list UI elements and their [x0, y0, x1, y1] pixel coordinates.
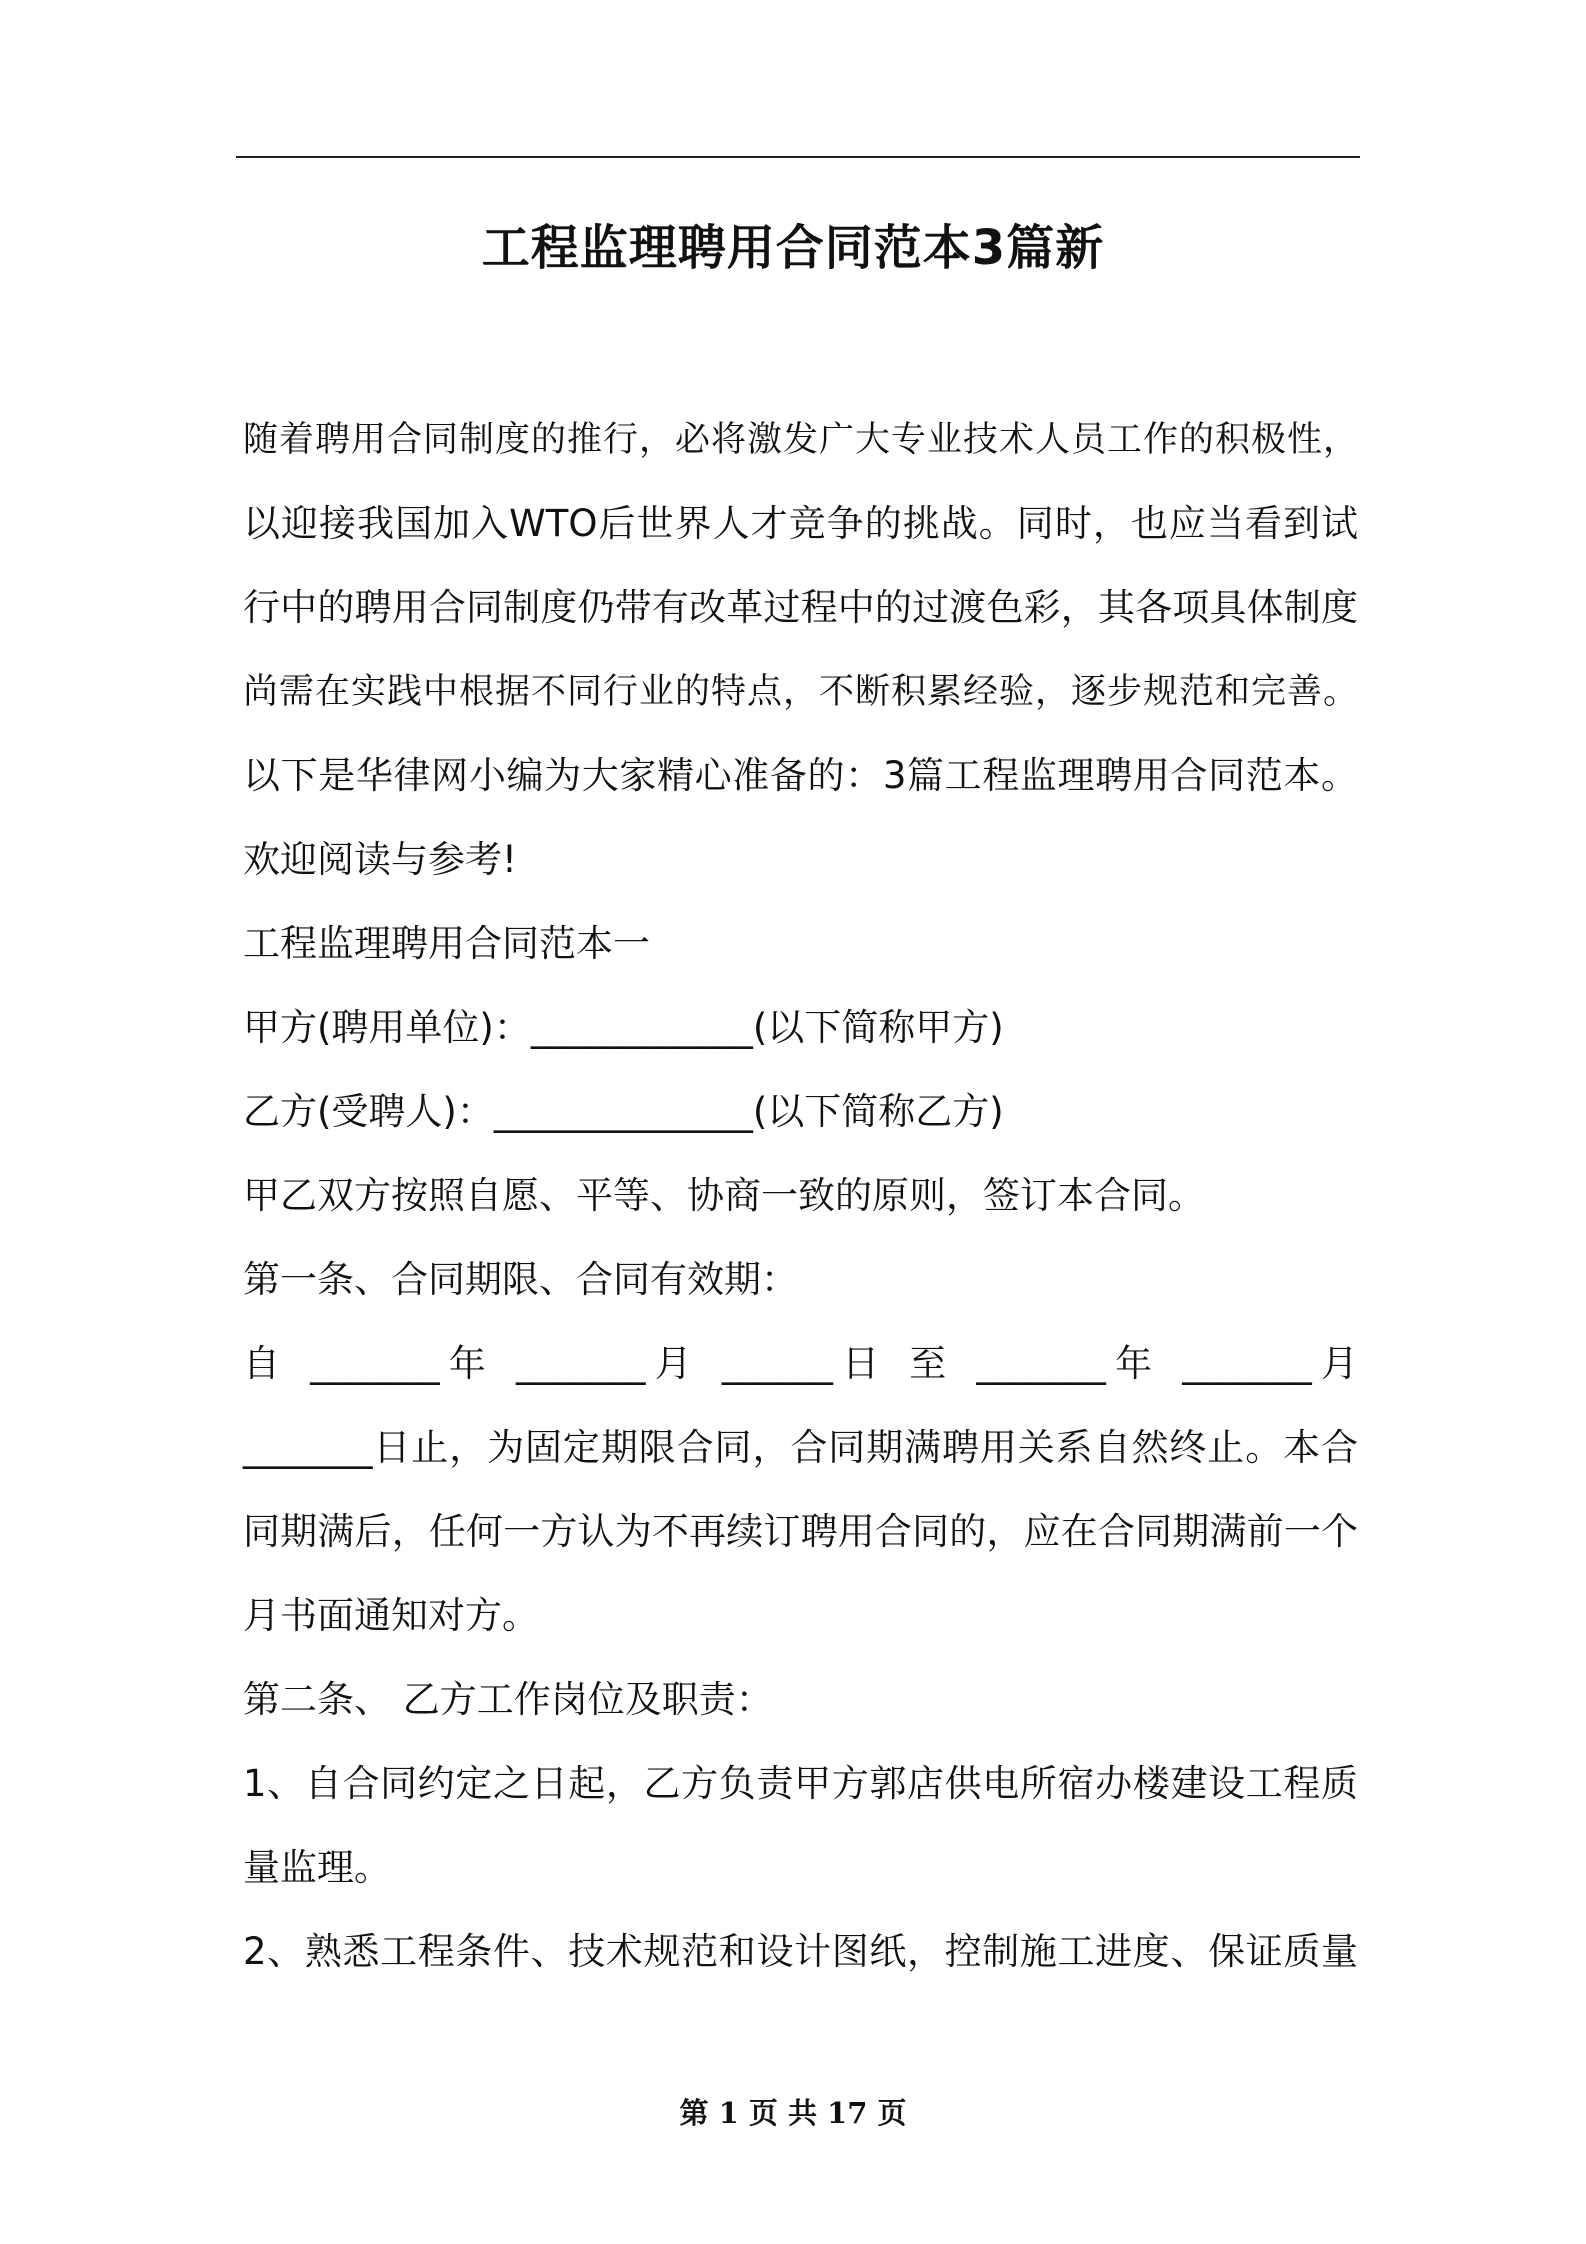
paragraph-line: 欢迎阅读与参考! — [243, 838, 517, 881]
page-number: 第 1 页 共 17 页 — [679, 2096, 907, 2130]
paragraph-line: 行中的聘用合同制度仍带有改革过程中的过渡色彩，其各项具体制度 — [243, 586, 1358, 629]
paragraph-line: 尚需在实践中根据不同行业的特点，不断积累经验，逐步规范和完善。 — [243, 672, 1358, 712]
paragraph-line: _______日止，为固定期限合同，合同期满聘用关系自然终止。本合 — [243, 1426, 1358, 1469]
header-divider — [236, 156, 1360, 158]
document-title: 工程监理聘用合同范本3篇新 — [481, 220, 1105, 276]
document-body — [243, 398, 1358, 1994]
paragraph-line: 同期满后，任何一方认为不再续订聘用合同的，应在合同期满前一个 — [243, 1510, 1358, 1553]
article-heading: 第一条、合同期限、合同有效期： — [243, 1258, 798, 1301]
list-item-line: 1、自合同约定之日起，乙方负责甲方郭店供电所宿办楼建设工程质 — [243, 1762, 1358, 1805]
paragraph-line: 随着聘用合同制度的推行，必将激发广大专业技术人员工作的积极性， — [243, 420, 1358, 460]
paragraph-line: 以迎接我国加入WTO后世界人才竞争的挑战。同时，也应当看到试 — [243, 502, 1358, 545]
paragraph-line: 以下是华律网小编为大家精心准备的：3篇工程监理聘用合同范本。 — [243, 754, 1358, 797]
section-heading: 工程监理聘用合同范本一 — [243, 922, 650, 965]
contract-period-line: 自 _______年 _______月 ______日 至 _______年 _______月 — [243, 1342, 1358, 1385]
party-b-line: 乙方(受聘人)：______________(以下简称乙方) — [243, 1090, 1004, 1133]
paragraph-line: 月书面通知对方。 — [243, 1594, 539, 1637]
paragraph-line: 甲乙双方按照自愿、平等、协商一致的原则，签订本合同。 — [243, 1174, 1205, 1217]
list-item-line: 量监理。 — [243, 1846, 391, 1889]
article-heading: 第二条、 乙方工作岗位及职责： — [243, 1678, 773, 1721]
list-item-line: 2、熟悉工程条件、技术规范和设计图纸，控制施工进度、保证质量 — [243, 1930, 1358, 1973]
party-a-line: 甲方(聘用单位)：____________(以下简称甲方) — [243, 1006, 1004, 1049]
